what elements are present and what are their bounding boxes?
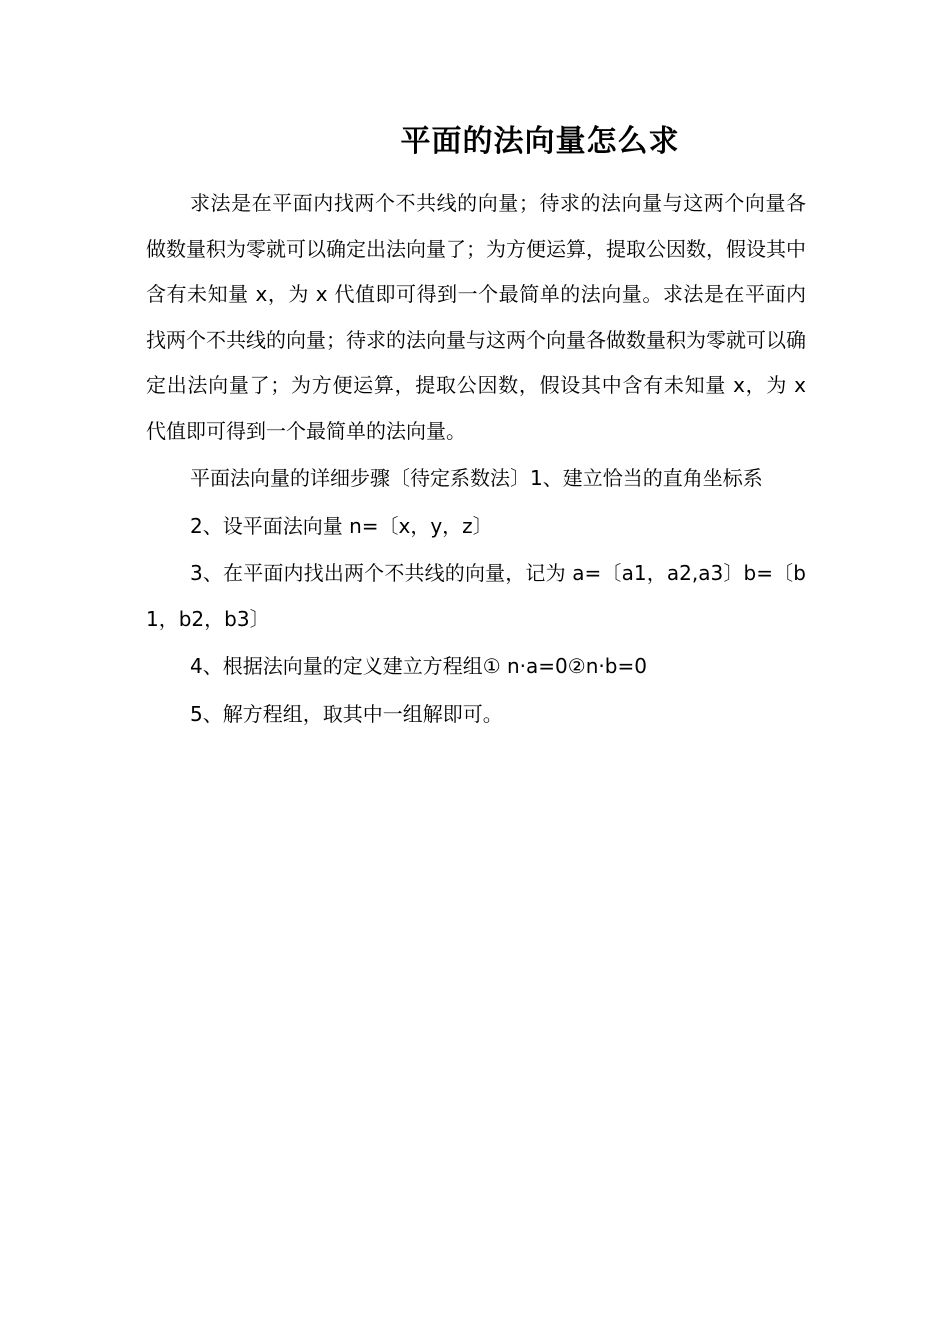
- intro-paragraph: 求法是在平面内找两个不共线的向量；待求的法向量与这两个向量各做数量积为零就可以确定出法向量了；为方便运算，提取公因数，假设其中含有未知量 x，为 x 代值即可得到一个最简单的法向量。求法是在平面内找两个不共线的向量；待求的法向量与这两个向量各做数量积为零就可以确定出法向量了；为方便运算，提取公因数，假设其中含有未知量 x，为 x 代值即可得到一个最简单的法向量。: [146, 191, 806, 443]
- step-2-paragraph: 2、设平面法向量 n=〔x，y，z〕: [190, 513, 493, 538]
- steps-heading-paragraph: 平面法向量的详细步骤〔待定系数法〕1、建立恰当的直角坐标系: [190, 466, 763, 490]
- document-body: [146, 181, 806, 737]
- step-3-paragraph: 3、在平面内找出两个不共线的向量，记为 a=〔a1，a2,a3〕b=〔b1，b2，b3〕: [146, 561, 806, 631]
- step-4-paragraph: 4、根据法向量的定义建立方程组① n·a=0②n·b=0: [190, 654, 647, 678]
- document-title: 平面的法向量怎么求: [400, 124, 680, 159]
- step-5-paragraph: 5、解方程组，取其中一组解即可。: [190, 701, 503, 726]
